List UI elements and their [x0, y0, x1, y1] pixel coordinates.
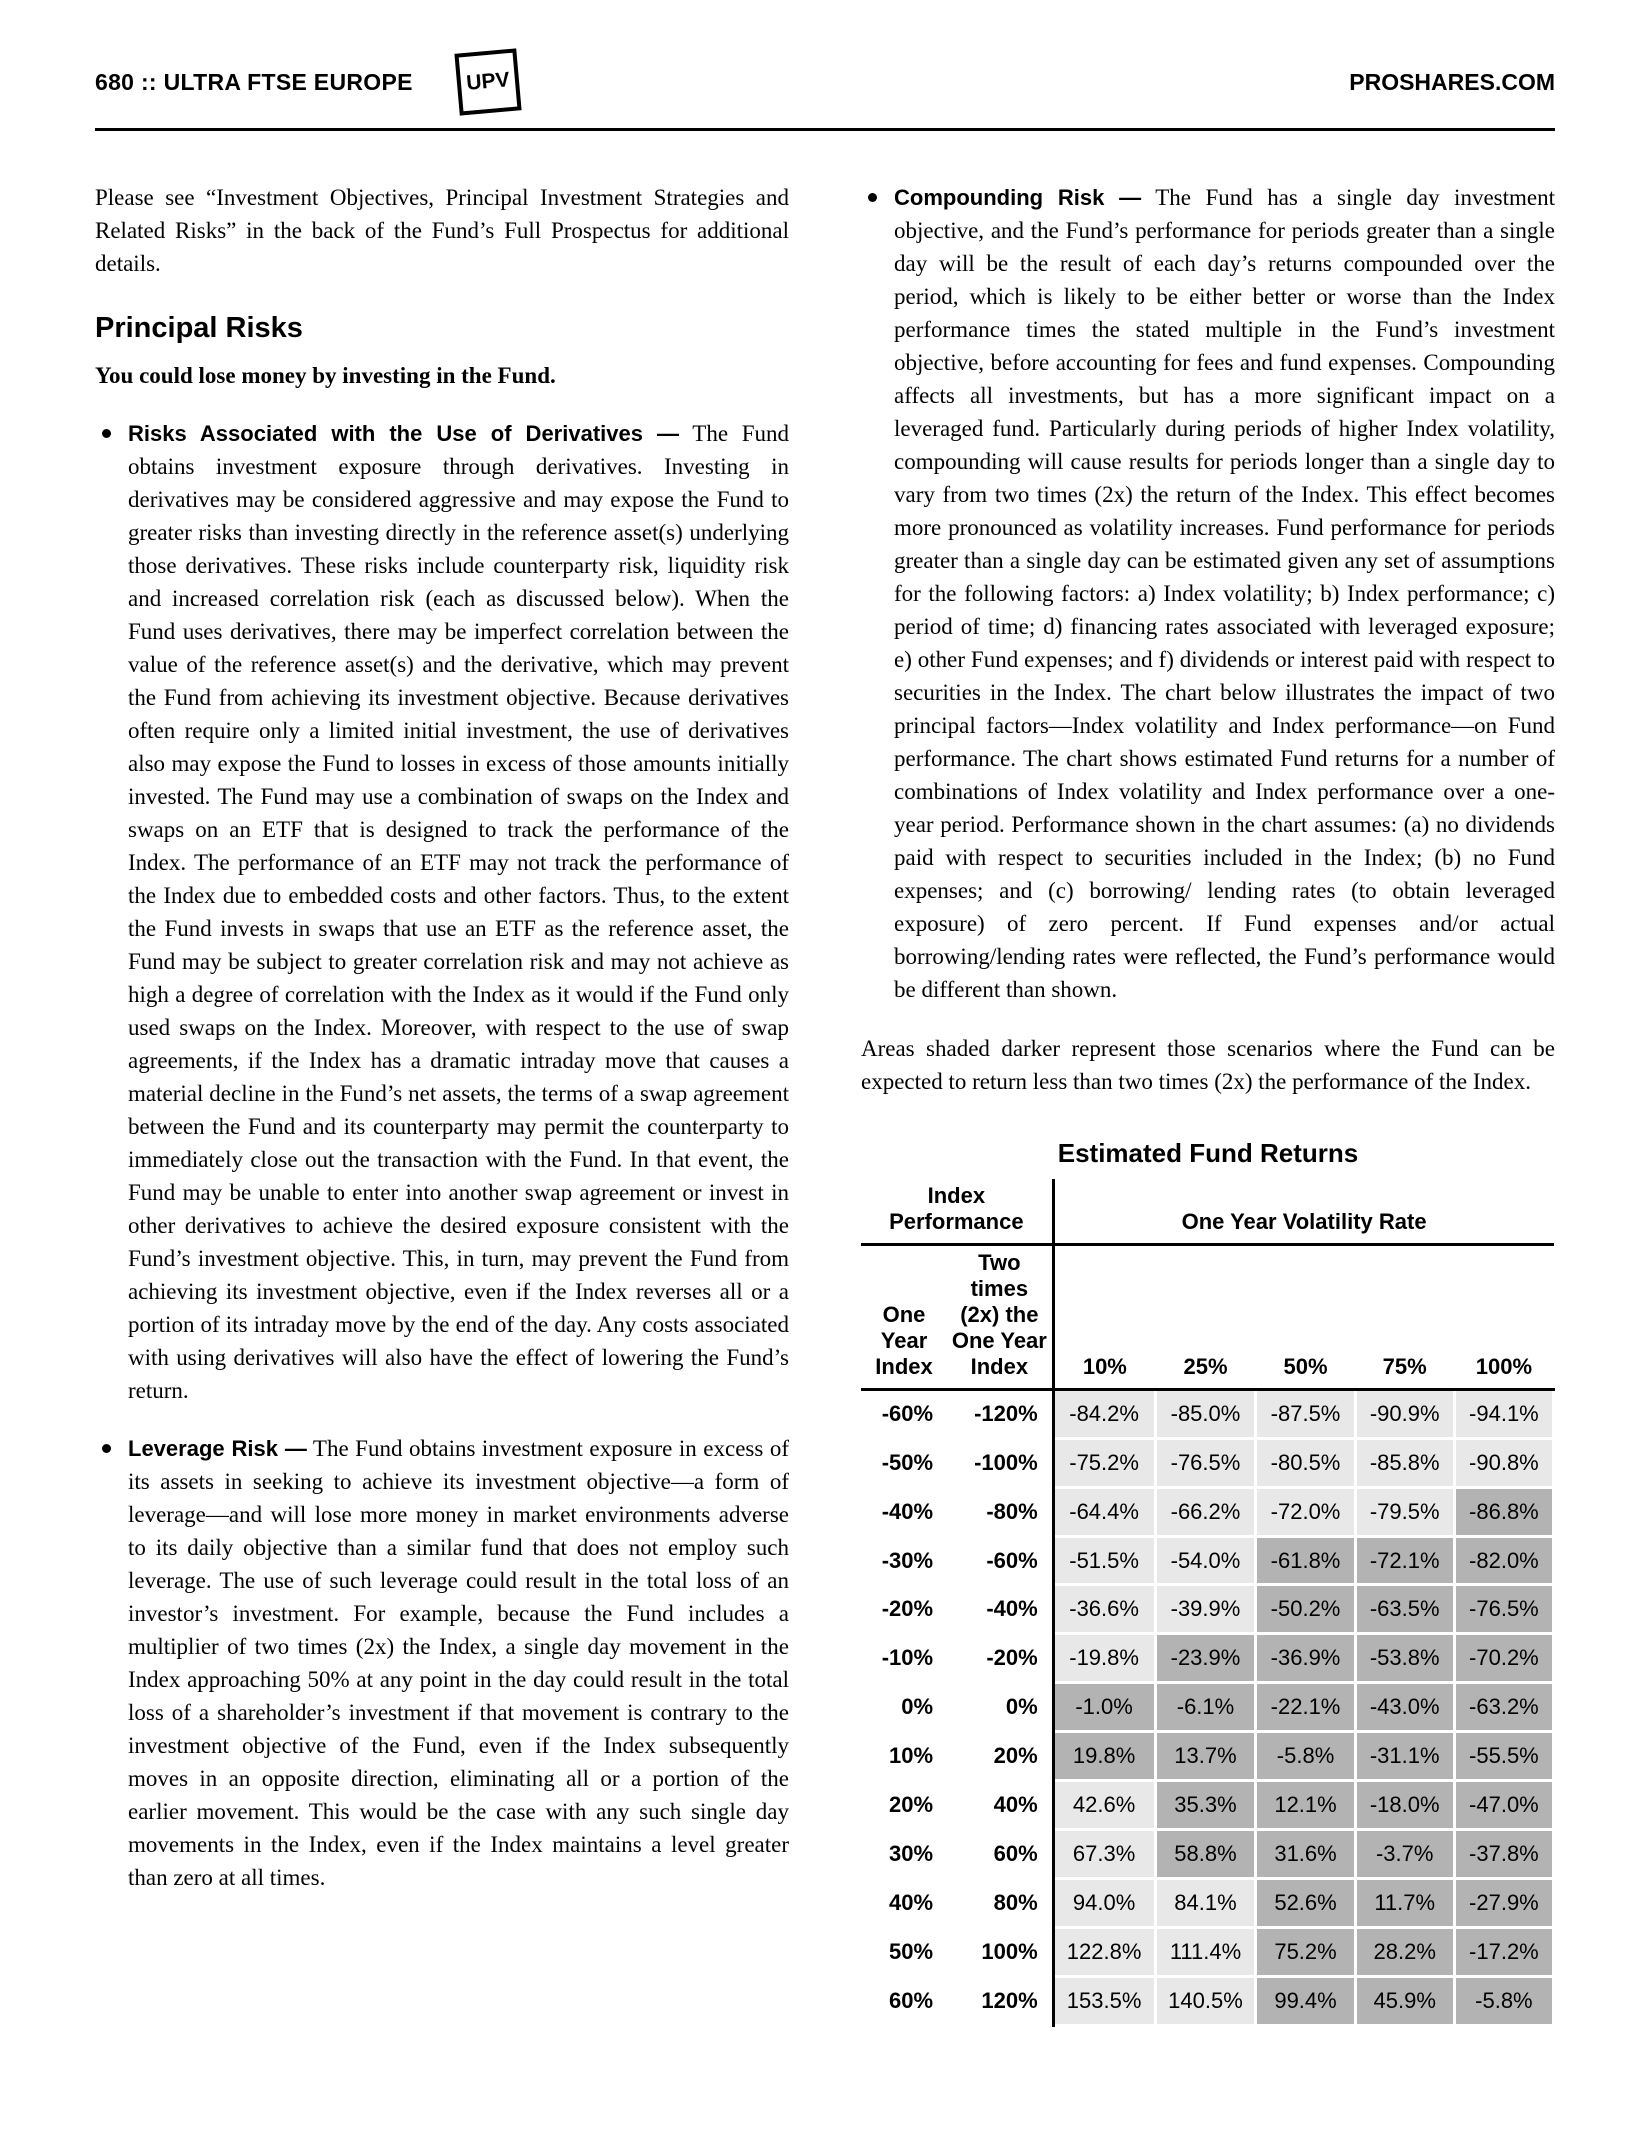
two-times-index-value: -60%	[947, 1536, 1053, 1585]
fund-return-value: 13.7%	[1155, 1732, 1256, 1781]
intro-paragraph: Please see “Investment Objectives, Principal Investment Strategies and Related Risks” in the back of the Fund’s Full Prospectus for additional details.	[95, 185, 789, 276]
index-performance-group-header: Index Performance	[861, 1179, 1053, 1244]
fund-return-value: -85.8%	[1355, 1438, 1454, 1487]
volatility-column-header: 25%	[1155, 1244, 1256, 1389]
fund-return-value: 28.2%	[1355, 1928, 1454, 1977]
fund-return-value: 31.6%	[1256, 1830, 1355, 1879]
fund-return-value: 67.3%	[1053, 1830, 1155, 1879]
fund-return-value: -31.1%	[1355, 1732, 1454, 1781]
fund-return-value: -90.9%	[1355, 1389, 1454, 1438]
one-year-index-value: 50%	[889, 1939, 934, 1965]
fund-return-value: -63.2%	[1454, 1683, 1553, 1732]
volatility-column-header: 75%	[1355, 1244, 1454, 1389]
fund-return-value: -39.9%	[1155, 1585, 1256, 1634]
two-times-index-value: -80%	[947, 1487, 1053, 1536]
bullet-item-leverage-risk	[95, 1432, 789, 1894]
fund-return-value: -1.0%	[1053, 1683, 1155, 1732]
fund-return-value: -19.8%	[1053, 1634, 1155, 1683]
group-headers-row	[861, 1179, 1554, 1244]
two-times-index-value: 100%	[947, 1928, 1053, 1977]
fund-return-value: -37.8%	[1454, 1830, 1553, 1879]
fund-return-value: 19.8%	[1053, 1732, 1155, 1781]
left-column	[95, 181, 789, 2027]
fund-return-value: -55.5%	[1454, 1732, 1553, 1781]
bullet-icon	[102, 429, 111, 438]
fund-return-value: -87.5%	[1256, 1389, 1355, 1438]
fund-return-value: -82.0%	[1454, 1536, 1553, 1585]
fund-return-value: -61.8%	[1256, 1536, 1355, 1585]
risk-warning-sentence: You could lose money by investing in the Fund.	[95, 363, 556, 388]
returns-table-row	[861, 1536, 1554, 1585]
fund-return-value: -50.2%	[1256, 1585, 1355, 1634]
fund-return-value: -66.2%	[1155, 1487, 1256, 1536]
fund-return-value: -64.4%	[1053, 1487, 1155, 1536]
one-year-index-value: -10%	[881, 1645, 934, 1671]
bullet-item-derivatives-risk	[95, 417, 789, 1407]
column-headers-row	[861, 1244, 1554, 1389]
two-times-index-value: 60%	[947, 1830, 1053, 1879]
one-year-index-value: -20%	[881, 1596, 934, 1622]
fund-return-value: 11.7%	[1355, 1879, 1454, 1928]
fund-return-value: -5.8%	[1256, 1732, 1355, 1781]
fund-return-value: 153.5%	[1053, 1977, 1155, 2026]
fund-return-value: 52.6%	[1256, 1879, 1355, 1928]
table-title: Estimated Fund Returns	[1057, 1138, 1359, 1168]
bullet-item-compounding-risk	[861, 181, 1555, 1006]
fund-return-value: 45.9%	[1355, 1977, 1454, 2026]
fund-return-value: -51.5%	[1053, 1536, 1155, 1585]
two-times-index-value: -20%	[947, 1634, 1053, 1683]
fund-return-value: -36.6%	[1053, 1585, 1155, 1634]
one-year-index-value: 40%	[889, 1890, 934, 1916]
fund-return-value: 140.5%	[1155, 1977, 1256, 2026]
volatility-column-header: 10%	[1053, 1244, 1155, 1389]
fund-return-value: -43.0%	[1355, 1683, 1454, 1732]
fund-return-value: 111.4%	[1155, 1928, 1256, 1977]
two-times-index-value: -120%	[947, 1389, 1053, 1438]
one-year-index-value: 60%	[889, 1988, 934, 2014]
fund-return-value: -18.0%	[1355, 1781, 1454, 1830]
volatility-column-header: 100%	[1454, 1244, 1553, 1389]
returns-table-row	[861, 1438, 1554, 1487]
ticker-logo	[454, 48, 521, 115]
bullet-title: Leverage Risk —	[128, 1436, 307, 1461]
fund-return-value: 122.8%	[1053, 1928, 1155, 1977]
two-column-body	[95, 131, 1555, 2027]
one-year-index-value: 30%	[889, 1841, 934, 1867]
bullet-body: The Fund obtains investment exposure in excess of its assets in seeking to achieve its investment objective—a form of leverage—and will lose more money in market environments adverse to its daily objective than a similar fund that does not employ such leverage. The use of such leverage could result in the total loss of an investor’s investment. For example, because the Fund includes a multiplier of two times (2x) the Index, a single day movement in the Index approaching 50% at any point in the day could result in the total loss of a shareholder’s investment if that movement is contrary to the investment objective of the Fund, even if the Index subsequently moves in an opposite direction, eliminating all or a portion of the earlier movement. This would be the case with any such single day movements in the Index, even if the Index maintains a level greater than zero at all times.	[128, 1436, 789, 1890]
fund-return-value: 58.8%	[1155, 1830, 1256, 1879]
ticker-label: UPV	[465, 68, 511, 95]
estimated-fund-returns-table	[861, 1179, 1555, 2027]
fund-return-value: -94.1%	[1454, 1389, 1553, 1438]
fund-return-value: 42.6%	[1053, 1781, 1155, 1830]
fund-return-value: -3.7%	[1355, 1830, 1454, 1879]
bullet-body: The Fund has a single day investment objective, and the Fund’s performance for periods greater than a single day will be the result of each day’s returns compounded over the period, which is likely to be either better or worse than the Index performance times the stated multiple in the Fund’s investment objective, before accounting for fees and fund expenses. Compounding affects all investments, but has a more significant impact on a leveraged fund. Particularly during periods of higher Index volatility, compounding will cause results for periods longer than a single day to vary from two times (2x) the return of the Index. This effect becomes more pronounced as volatility increases. Fund performance for periods greater than a single day can be estimated given any set of assumptions for the following factors: a) Index volatility; b) Index performance; c) period of time; d) financing rates associated with leveraged exposure; e) other Fund expenses; and f) dividends or interest paid with respect to securities in the Index. The chart below illustrates the impact of two principal factors—Index volatility and Index performance—on Fund performance. The chart shows estimated Fund returns for a number of combinations of Index volatility and Index performance over a one-year period. Performance shown in the chart assumes: (a) no dividends paid with respect to securities included in the Index; (b) no Fund expenses; and (c) borrowing/ lending rates (to obtain leveraged exposure) of zero percent. If Fund expenses and/or actual borrowing/lending rates were reflected, the Fund’s performance would be different than shown.	[894, 185, 1555, 1002]
fund-return-value: -53.8%	[1355, 1634, 1454, 1683]
fund-return-value: 94.0%	[1053, 1879, 1155, 1928]
returns-table-row	[861, 1928, 1554, 1977]
fund-return-value: -79.5%	[1355, 1487, 1454, 1536]
fund-return-value: -75.2%	[1053, 1438, 1155, 1487]
two-times-index-value: -40%	[947, 1585, 1053, 1634]
two-times-index-value: 80%	[947, 1879, 1053, 1928]
fund-return-value: -80.5%	[1256, 1438, 1355, 1487]
fund-return-value: -85.0%	[1155, 1389, 1256, 1438]
fund-return-value: -17.2%	[1454, 1928, 1553, 1977]
fund-return-value: 84.1%	[1155, 1879, 1256, 1928]
bullet-icon	[868, 193, 877, 202]
one-year-index-value: 0%	[901, 1694, 934, 1720]
two-times-index-value: 120%	[947, 1977, 1053, 2026]
bullet-paragraph	[128, 1432, 789, 1894]
fund-return-value: -47.0%	[1454, 1781, 1553, 1830]
bullet-paragraph	[128, 417, 789, 1407]
fund-return-value: -5.8%	[1454, 1977, 1553, 2026]
right-column	[861, 181, 1555, 2027]
two-times-index-value: 20%	[947, 1732, 1053, 1781]
fund-return-value: -22.1%	[1256, 1683, 1355, 1732]
one-year-index-value: 20%	[889, 1792, 934, 1818]
estimated-fund-returns-section	[861, 1138, 1555, 2027]
bullet-paragraph	[894, 181, 1555, 1006]
returns-table-row	[861, 1487, 1554, 1536]
page-number-and-fund-name: 680 :: ULTRA FTSE EUROPE	[95, 68, 413, 95]
fund-return-value: 99.4%	[1256, 1977, 1355, 2026]
fund-return-value: -70.2%	[1454, 1634, 1553, 1683]
fund-return-value: -36.9%	[1256, 1634, 1355, 1683]
two-times-index-value: -100%	[947, 1438, 1053, 1487]
fund-return-value: -84.2%	[1053, 1389, 1155, 1438]
fund-return-value: -6.1%	[1155, 1683, 1256, 1732]
returns-table-row	[861, 1732, 1554, 1781]
bullet-title: Risks Associated with the Use of Derivatives —	[128, 421, 679, 446]
fund-return-value: -54.0%	[1155, 1536, 1256, 1585]
website-url: PROSHARES.COM	[1349, 68, 1555, 95]
principal-risks-title: Principal Risks	[95, 312, 303, 344]
fund-return-value: -23.9%	[1155, 1634, 1256, 1683]
returns-table-body	[861, 1389, 1554, 2025]
returns-table-row	[861, 1830, 1554, 1879]
bullet-icon	[102, 1444, 111, 1453]
one-year-index-value: -50%	[881, 1449, 934, 1475]
returns-table-row	[861, 1683, 1554, 1732]
one-year-index-value: 10%	[889, 1743, 934, 1769]
returns-table-row	[861, 1585, 1554, 1634]
one-year-index-value: -60%	[881, 1401, 934, 1427]
bullet-body: The Fund obtains investment exposure through derivatives. Investing in derivatives may be considered aggressive and may expose the Fund to greater risks than investing directly in the reference asset(s) underlying those derivatives. These risks include counterparty risk, liquidity risk and increased correlation risk (each as discussed below). When the Fund uses derivatives, there may be imperfect correlation between the value of the reference asset(s) and the derivative, which may prevent the Fund from achieving its investment objective. Because derivatives often require only a limited initial investment, the use of derivatives also may expose the Fund to losses in excess of those amounts initially invested. The Fund may use a combination of swaps on the Index and swaps on an ETF that is designed to track the performance of the Index. The performance of an ETF may not track the performance of the Index due to embedded costs and other factors. Thus, to the extent the Fund invests in swaps that use an ETF as the reference asset, the Fund may be subject to greater correlation risk and may not achieve as high a degree of correlation with the Index as it would if the Fund only used swaps on the Index. Moreover, with respect to the use of swap agreements, if the Index has a dramatic intraday move that causes a material decline in the Fund’s net assets, the terms of a swap agreement between the Fund and its counterparty may permit the counterparty to immediately close out the transaction with the Fund. In that event, the Fund may be unable to enter into another swap agreement or invest in other derivatives to achieve the desired exposure consistent with the Fund’s investment objective. This, in turn, may prevent the Fund from achieving its investment objective, even if the Index reverses all or a portion of its intraday move by the end of the day. Any costs associated with using derivatives will also have the effect of lowering the Fund’s return.	[128, 421, 789, 1403]
fund-return-value: -76.5%	[1155, 1438, 1256, 1487]
bullet-title: Compounding Risk —	[894, 185, 1142, 210]
returns-table-row	[861, 1781, 1554, 1830]
fund-return-value: 35.3%	[1155, 1781, 1256, 1830]
fund-return-value: -90.8%	[1454, 1438, 1553, 1487]
fund-return-value: 75.2%	[1256, 1928, 1355, 1977]
volatility-column-header: 50%	[1256, 1244, 1355, 1389]
fund-return-value: -27.9%	[1454, 1879, 1553, 1928]
returns-table-row	[861, 1389, 1554, 1438]
fund-return-value: -72.0%	[1256, 1487, 1355, 1536]
returns-table-row	[861, 1634, 1554, 1683]
fund-return-value: -63.5%	[1355, 1585, 1454, 1634]
fund-return-value: -76.5%	[1454, 1585, 1553, 1634]
page-header	[95, 50, 1555, 114]
two-times-index-value: 40%	[947, 1781, 1053, 1830]
returns-table-row	[861, 1879, 1554, 1928]
one-year-index-column-header: One Year Index	[861, 1244, 947, 1389]
fund-return-value: -86.8%	[1454, 1487, 1553, 1536]
two-times-index-value: 0%	[947, 1683, 1053, 1732]
table-head	[861, 1179, 1554, 1389]
fund-return-value: 12.1%	[1256, 1781, 1355, 1830]
fund-return-value: -72.1%	[1355, 1536, 1454, 1585]
one-year-index-value: -30%	[881, 1547, 934, 1573]
one-year-index-value: -40%	[881, 1498, 934, 1524]
returns-table-row	[861, 1977, 1554, 2026]
volatility-rate-group-header: One Year Volatility Rate	[1053, 1179, 1553, 1244]
shading-note: Areas shaded darker represent those scenarios where the Fund can be expected to return less than two times (2x) the performance of the Index.	[861, 1036, 1555, 1094]
two-times-index-column-header: Two times (2x) the One Year Index	[947, 1244, 1053, 1389]
